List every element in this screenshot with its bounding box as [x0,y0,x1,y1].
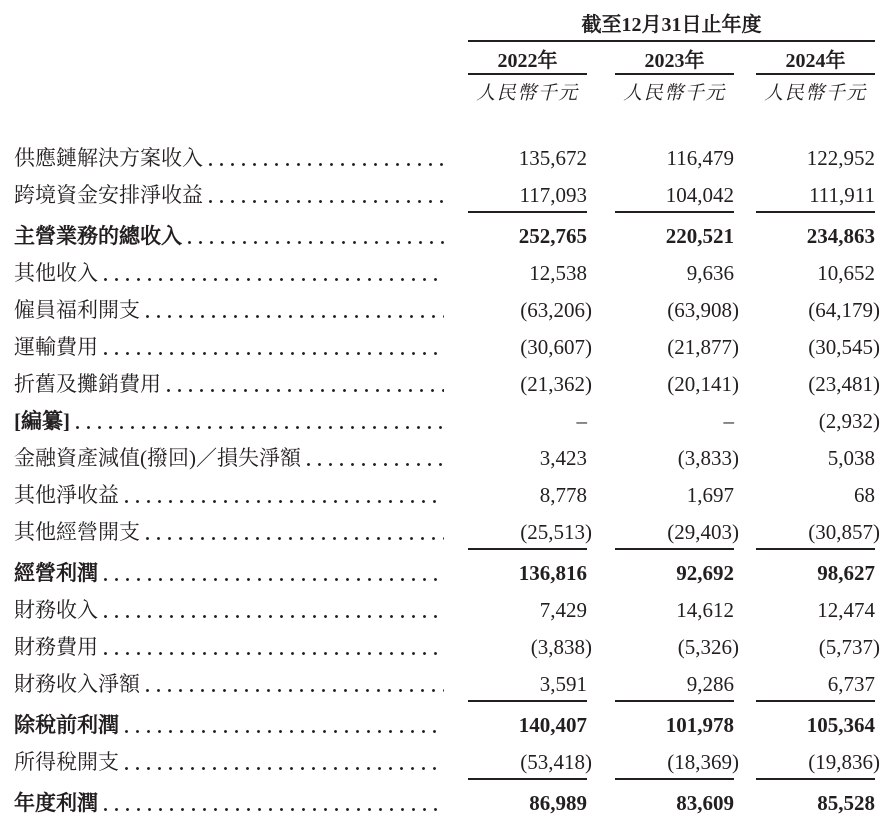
row-label: 其他淨收益 [14,483,119,507]
value-cell [615,629,739,666]
value-text: 68 [854,483,875,507]
table-row [14,707,880,744]
row-label: 財務費用 [14,635,98,659]
dot-leader [209,140,444,177]
dot-leader [104,629,444,666]
value-cell [756,440,880,477]
dot-leader [104,255,444,292]
value-text: (5,737) [818,635,880,659]
year-header-row [14,51,880,75]
value-text: 98,627 [817,561,875,585]
row-label: 其他收入 [14,261,98,285]
value-cell [756,403,880,440]
value-text: (30,545) [808,335,880,359]
value-text: 220,521 [665,224,734,248]
value-cell [756,329,880,366]
year-column-2022: 2022年 [468,51,592,75]
row-label: 跨境資金安排淨收益 [14,183,203,207]
dot-leader [104,329,444,366]
dot-leader [76,403,444,440]
value-text: (3,833) [677,446,739,470]
value-text: 234,863 [806,224,875,248]
value-cell [468,785,592,820]
row-label-area [14,629,468,666]
value-cell [756,292,880,329]
value-cell [468,629,592,666]
value-text: (64,179) [808,298,880,322]
value-cell [468,477,592,514]
value-text: 3,423 [539,446,587,470]
dot-leader [125,744,444,781]
table-row [14,477,880,514]
value-text: 7,429 [539,598,587,622]
row-label-area [14,785,468,820]
value-text: 104,042 [665,183,734,207]
dot-leader [146,666,444,703]
value-cell [756,555,880,592]
value-text: 101,978 [665,713,734,737]
value-cell [615,707,739,744]
table-row [14,440,880,477]
table-row [14,140,880,177]
row-label: 經營利潤 [14,561,98,585]
row-label-area [14,592,468,629]
value-cell [468,440,592,477]
row-label: 折舊及攤銷費用 [14,372,161,396]
value-cell [756,255,880,292]
value-cell [615,666,739,703]
value-cell [615,329,739,366]
row-label: 運輸費用 [14,335,98,359]
value-text: 83,609 [676,791,734,815]
table-row [14,329,880,366]
value-cell [468,707,592,744]
table-row [14,629,880,666]
table-row [14,555,880,592]
value-text: (29,403) [667,520,739,544]
row-label-area [14,514,468,551]
value-cell [468,666,592,703]
value-cell [615,403,739,440]
row-label: 主營業務的總收入 [14,224,182,248]
value-text: 3,591 [539,672,587,696]
row-label: 所得稅開支 [14,750,119,774]
value-cell [468,177,592,214]
value-cell [756,218,880,255]
value-text: (5,326) [677,635,739,659]
value-text: 111,911 [809,183,875,207]
value-text: (30,857) [808,520,880,544]
value-text: 85,528 [817,791,875,815]
value-text: 135,672 [518,146,587,170]
dot-leader [188,218,444,255]
table-row [14,292,880,329]
row-label-area [14,440,468,477]
value-cell [756,744,880,781]
table-row [14,514,880,551]
row-label-area [14,255,468,292]
dot-leader [146,292,444,329]
row-label-area [14,744,468,781]
row-label-area [14,403,468,440]
dot-leader [125,707,444,744]
table-row [14,592,880,629]
value-text: (21,362) [520,372,592,396]
row-label-area [14,292,468,329]
row-label-area [14,218,468,255]
value-text: 117,093 [519,183,587,207]
dot-leader [307,440,444,477]
value-text: (21,877) [667,335,739,359]
dot-leader [104,555,444,592]
value-cell [615,440,739,477]
value-text: (63,206) [520,298,592,322]
value-cell [468,140,592,177]
row-label: 財務收入淨額 [14,672,140,696]
value-text: (63,908) [667,298,739,322]
table-body [14,140,880,820]
table-row [14,218,880,255]
header-label-spacer [14,51,468,75]
value-cell [756,592,880,629]
value-text: 136,816 [518,561,587,585]
value-text: 6,737 [827,672,875,696]
row-label: 財務收入 [14,598,98,622]
value-text: 9,636 [686,261,734,285]
value-cell [756,629,880,666]
value-text: 252,765 [518,224,587,248]
value-text: – [576,409,587,433]
value-cell [468,292,592,329]
value-text: (20,141) [667,372,739,396]
value-cell [756,366,880,403]
row-label: 其他經營開支 [14,520,140,544]
value-cell [756,477,880,514]
value-cell [615,255,739,292]
dot-leader [146,514,444,551]
unit-label-2024: 人民幣千元 [764,83,867,104]
year-column-2023: 2023年 [615,51,739,75]
value-text: (2,932) [818,409,880,433]
value-text: (30,607) [520,335,592,359]
value-text: 105,364 [806,713,875,737]
table-row [14,785,880,820]
value-text: (53,418) [520,750,592,774]
value-text: 5,038 [827,446,875,470]
row-label: 年度利潤 [14,791,98,815]
value-text: 12,474 [817,598,875,622]
value-text: 1,697 [686,483,734,507]
dot-leader [209,177,444,214]
value-cell [756,785,880,820]
value-text: 10,652 [817,261,875,285]
table-header [14,14,880,104]
value-text: 14,612 [676,598,734,622]
value-cell [756,140,880,177]
table-row [14,744,880,781]
table-row [14,366,880,403]
row-label-area [14,707,468,744]
year-column-2024: 2024年 [756,51,880,75]
value-text: 122,952 [806,146,875,170]
dot-leader [125,477,444,514]
table-row [14,177,880,214]
row-label-area [14,140,468,177]
row-label: 供應鏈解決方案收入 [14,146,203,170]
row-label-area [14,366,468,403]
value-cell [468,514,592,551]
value-cell [615,140,739,177]
value-cell [468,218,592,255]
row-label-area [14,177,468,214]
row-label-area [14,666,468,703]
value-cell [756,707,880,744]
value-cell [756,177,880,214]
unit-header-row [14,75,880,104]
row-label: 僱員福利開支 [14,298,140,322]
row-label: 金融資產減值(撥回)／損失淨額 [14,446,301,470]
period-header [468,14,875,42]
value-cell [756,666,880,703]
row-label: 除稅前利潤 [14,713,119,737]
value-cell [468,255,592,292]
table-row [14,403,880,440]
value-cell [615,555,739,592]
value-cell [615,785,739,820]
unit-label-2022: 人民幣千元 [476,83,579,104]
value-text: 116,479 [666,146,734,170]
dot-leader [104,592,444,629]
value-cell [468,366,592,403]
value-cell [615,218,739,255]
value-cell [615,477,739,514]
value-text: 92,692 [676,561,734,585]
value-cell [615,744,739,781]
value-text: (25,513) [520,520,592,544]
value-cell [468,403,592,440]
value-text: 8,778 [539,483,587,507]
unit-label-2023: 人民幣千元 [623,83,726,104]
period-title: 截至12月31日止年度 [581,14,762,36]
row-label-area [14,329,468,366]
dot-leader [167,366,444,403]
value-cell [615,177,739,214]
value-cell [615,366,739,403]
row-label-area [14,477,468,514]
value-cell [468,329,592,366]
value-text: 86,989 [529,791,587,815]
value-text: (3,838) [530,635,592,659]
value-cell [468,744,592,781]
row-label-area [14,555,468,592]
value-text: (23,481) [808,372,880,396]
table-row [14,255,880,292]
value-text: 12,538 [529,261,587,285]
value-cell [468,592,592,629]
table-row [14,666,880,703]
value-text: (18,369) [667,750,739,774]
value-cell [468,555,592,592]
value-text: – [723,409,734,433]
value-cell [615,592,739,629]
value-cell [615,292,739,329]
header-label-spacer [14,75,468,104]
value-cell [615,514,739,551]
row-label: [編纂] [14,409,70,433]
value-text: 140,407 [518,713,587,737]
value-text: 9,286 [686,672,734,696]
dot-leader [104,785,444,820]
value-cell [756,514,880,551]
value-text: (19,836) [808,750,880,774]
